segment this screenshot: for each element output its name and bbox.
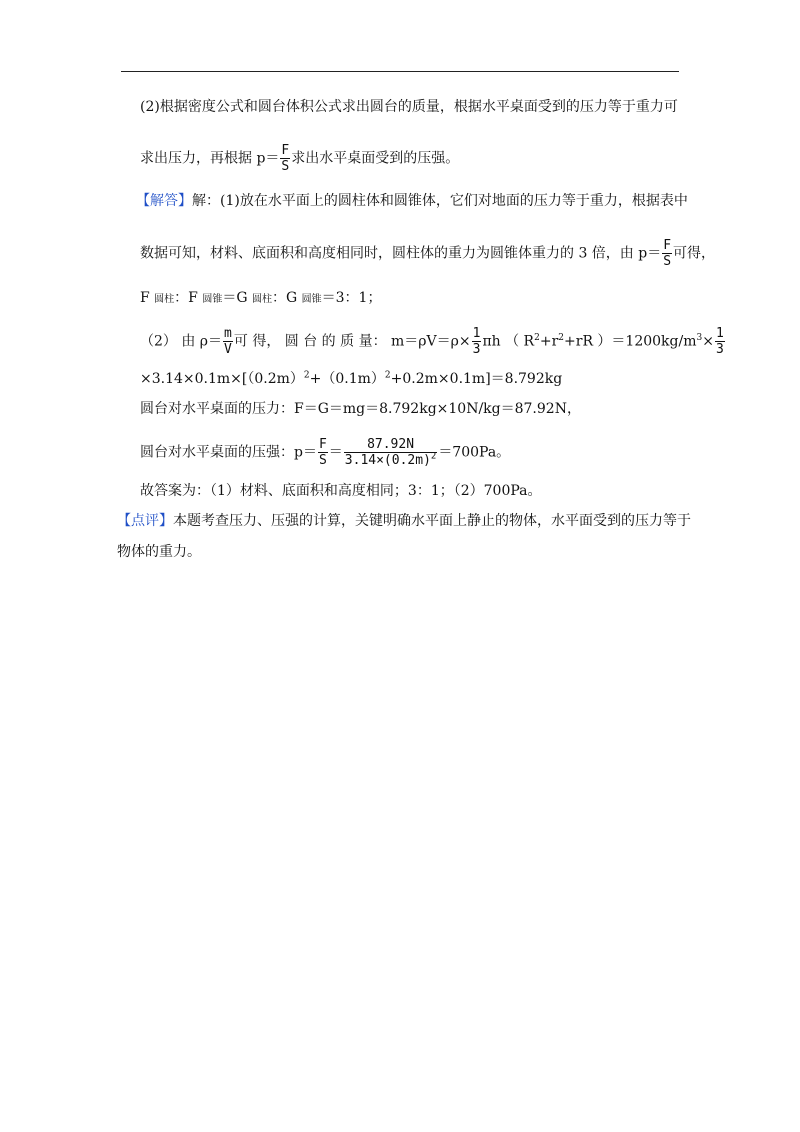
- review-text-2: 物体的重力。: [117, 544, 201, 560]
- ratio-sub-2: 圆锥: [202, 294, 223, 305]
- calc-text-b: +（0.1m）: [309, 371, 385, 387]
- answer-text-2a: 数据可知，材料、底面积和高度相同时，圆柱体的重力为圆锥体重力的 3 倍，由 p＝: [140, 245, 662, 262]
- superscript-3: 3: [696, 332, 703, 343]
- pressure-text-a: 圆台对水平桌面的压强：p＝: [140, 444, 317, 461]
- pressure-result: ＝700Pa。: [438, 444, 511, 461]
- ratio-colon-f: ：F: [174, 290, 198, 306]
- mass-text-c: πh （ R: [482, 333, 535, 350]
- ratio-eq-g: ＝G: [222, 290, 248, 306]
- ratio-result: ＝3：1；: [321, 290, 382, 306]
- fraction-numerator: F: [663, 238, 672, 253]
- review-text-1: 本题考查压力、压强的计算，关键明确水平面上静止的物体，水平面受到的压力等于: [173, 513, 691, 529]
- hint-text-2a: 求出压力，再根据 p＝: [140, 150, 280, 167]
- pressure-equals: ＝: [328, 444, 343, 461]
- review-tag: 【点评】: [117, 513, 173, 529]
- fraction-denominator: S: [281, 159, 290, 174]
- hint-text-1: (2)根据密度公式和圆台体积公式求出圆台的质量，根据水平桌面受到的压力等于重力可: [140, 99, 678, 115]
- calc-text-c: +0.2m×0.1m]＝8.792kg: [390, 371, 563, 387]
- review-line-2: [117, 542, 201, 562]
- review-line-1: [117, 511, 691, 531]
- fraction-denominator: 3: [472, 342, 481, 357]
- superscript-2: 2: [430, 451, 437, 462]
- answer-text-2b: 可得，: [673, 245, 716, 262]
- fraction-f-over-s: [662, 238, 672, 269]
- mass-line: [140, 326, 726, 357]
- fraction-numerator: F: [281, 143, 290, 158]
- answer-line-1: [136, 191, 688, 211]
- mass-text-f: ×: [702, 333, 714, 350]
- fraction-f-over-s: [280, 143, 290, 174]
- mass-text-e: +rR ）＝1200kg/m: [564, 333, 697, 350]
- pressure-denominator-text: 3.14×(0.2m): [344, 453, 431, 468]
- ratio-sub-4: 圆锥: [301, 294, 322, 305]
- answer-text-1: 解：(1)放在水平面上的圆柱体和圆锥体，它们对地面的压力等于重力，根据表中: [192, 193, 688, 209]
- pressure-force-text: 圆台对水平桌面的压力：F＝G＝mg＝8.792kg×10N/kg＝87.92N，: [140, 401, 581, 417]
- fraction-denominator: S: [663, 254, 672, 269]
- fraction-f-over-s: [318, 437, 328, 468]
- fraction-denominator: S: [318, 453, 327, 468]
- superscript-2: 2: [303, 370, 310, 381]
- fraction-numerator: 1: [472, 326, 481, 341]
- hint-text-2b: 求出水平桌面受到的压强。: [291, 150, 460, 167]
- superscript-2: 2: [384, 370, 391, 381]
- fraction-pressure-value: [344, 437, 438, 468]
- pressure-force-line: [140, 399, 581, 419]
- fraction-one-third: [715, 326, 725, 357]
- fraction-m-over-v: [223, 326, 233, 357]
- fraction-numerator: F: [318, 437, 327, 452]
- fraction-denominator: 3: [715, 342, 724, 357]
- calc-text-a: ×3.14×0.1m×[（0.2m）: [140, 371, 304, 387]
- answer-tag: 【解答】: [136, 193, 192, 209]
- hint-line-2: [140, 143, 459, 174]
- final-answer-line: [140, 481, 542, 501]
- ratio-sub-3: 圆柱: [251, 294, 272, 305]
- fraction-numerator: 1: [715, 326, 724, 341]
- fraction-denominator: [344, 453, 438, 468]
- mass-text-d: +r: [539, 333, 559, 350]
- fraction-numerator: 87.92N: [344, 437, 438, 453]
- calc-line: [140, 369, 562, 389]
- mass-text-a: （2） 由 ρ＝: [140, 333, 223, 350]
- hint-line-1: [140, 97, 678, 117]
- superscript-2: 2: [558, 332, 565, 343]
- superscript-2: 2: [534, 332, 540, 343]
- header-rule: [121, 71, 679, 72]
- mass-text-b: 可 得， 圆 台 的 质 量： m＝ρV＝ρ×: [233, 333, 471, 350]
- ratio-colon-g: ：G: [271, 290, 298, 306]
- fraction-one-third: [472, 326, 482, 357]
- pressure-line: [140, 437, 510, 468]
- ratio-f: F: [140, 290, 150, 306]
- ratio-line: [140, 288, 381, 310]
- ratio-sub-1: 圆柱: [154, 294, 175, 305]
- fraction-numerator: m: [224, 326, 232, 341]
- final-answer-text: 故答案为：（1）材料、底面积和高度相同；3：1；（2）700Pa。: [140, 483, 542, 499]
- answer-line-2: [140, 238, 715, 269]
- fraction-denominator: V: [224, 342, 232, 357]
